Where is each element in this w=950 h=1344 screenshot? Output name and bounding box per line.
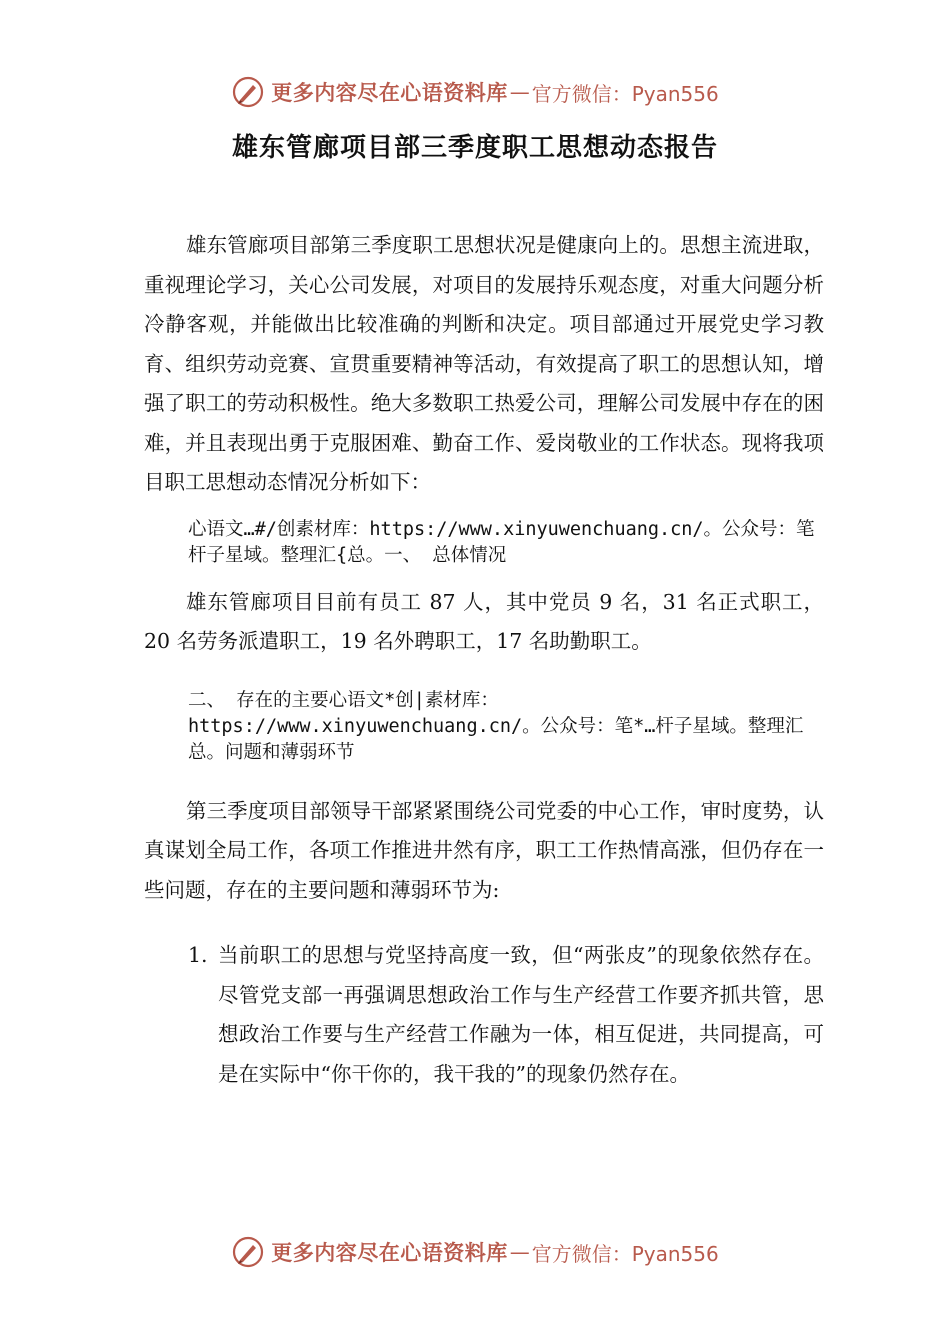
section2-body: 第三季度项目部领导干部紧紧围绕公司党委的中心工作，审时度势，认真谋划全局工作，各项工作推进井然有序，职工工作热情高涨，但仍存在一些问题，存在的主要问题和薄弱环节为:: [144, 798, 824, 902]
pen-logo-icon: [231, 75, 265, 109]
watermark-wechat: 官方微信：Pyan556: [531, 81, 719, 106]
watermark-text: 更多内容尽在心语资料库: [271, 80, 508, 105]
section2-heading: 二、 存在的主要心语文*创|素材库：https://www.xinyuwenchuang.cn/。公众号：笔*…杆子星域。整理汇总。问题和薄弱环节: [188, 689, 804, 763]
watermark-separator: —: [509, 80, 530, 104]
document-title: 雄东管廊项目部三季度职工思想动态报告: [231, 133, 718, 163]
list-item-text: 当前职工的思想与党坚持高度一致，但“两张皮”的现象依然存在。尽管党支部一再强调思想政治工作与生产经营工作要齐抓共管，思想政治工作要与生产经营工作融为一体，相互促进，共同提高，可是在实际中“你干你的，我干我的”的现象仍然存在。: [218, 943, 824, 1086]
watermark-banner-bottom: [0, 1232, 950, 1272]
document-body: [144, 226, 824, 1094]
watermark-text: 更多内容尽在心语资料库: [271, 1240, 508, 1265]
list-item-number: 1.: [188, 943, 208, 967]
watermark-banner-top: [0, 72, 950, 112]
list-item: [188, 936, 824, 1094]
watermark-separator: —: [509, 1240, 530, 1264]
pen-logo-icon: [231, 1235, 265, 1269]
watermark-wechat: 官方微信：Pyan556: [531, 1241, 719, 1266]
intro-paragraph: 雄东管廊项目部第三季度职工思想状况是健康向上的。思想主流进取，重视理论学习，关心公司发展，对项目的发展持乐观态度，对重大问题分析冷静客观，并能做出比较准确的判断和决定。项目部通过开展党史学习教育、组织劳动竞赛、宣贯重要精神等活动，有效提高了职工的思想认知，增强了职工的劳动积极性。绝大多数职工热爱公司，理解公司发展中存在的困难，并且表现出勇于克服困难、勤奋工作、爱岗敬业的工作状态。现将我项目职工思想动态情况分析如下：: [144, 233, 824, 494]
issue-list: [144, 936, 824, 1094]
section1-body: 雄东管廊项目目前有员工 87 人，其中党员 9 名，31 名正式职工， 20 名劳务派遣职工，19 名外聘职工，17 名助勤职工。: [144, 589, 824, 653]
section1-heading: 心语文…#/创素材库：https://www.xinyuwenchuang.cn/。公众号：笔杆子星域。整理汇{总。一、 总体情况: [188, 518, 815, 566]
